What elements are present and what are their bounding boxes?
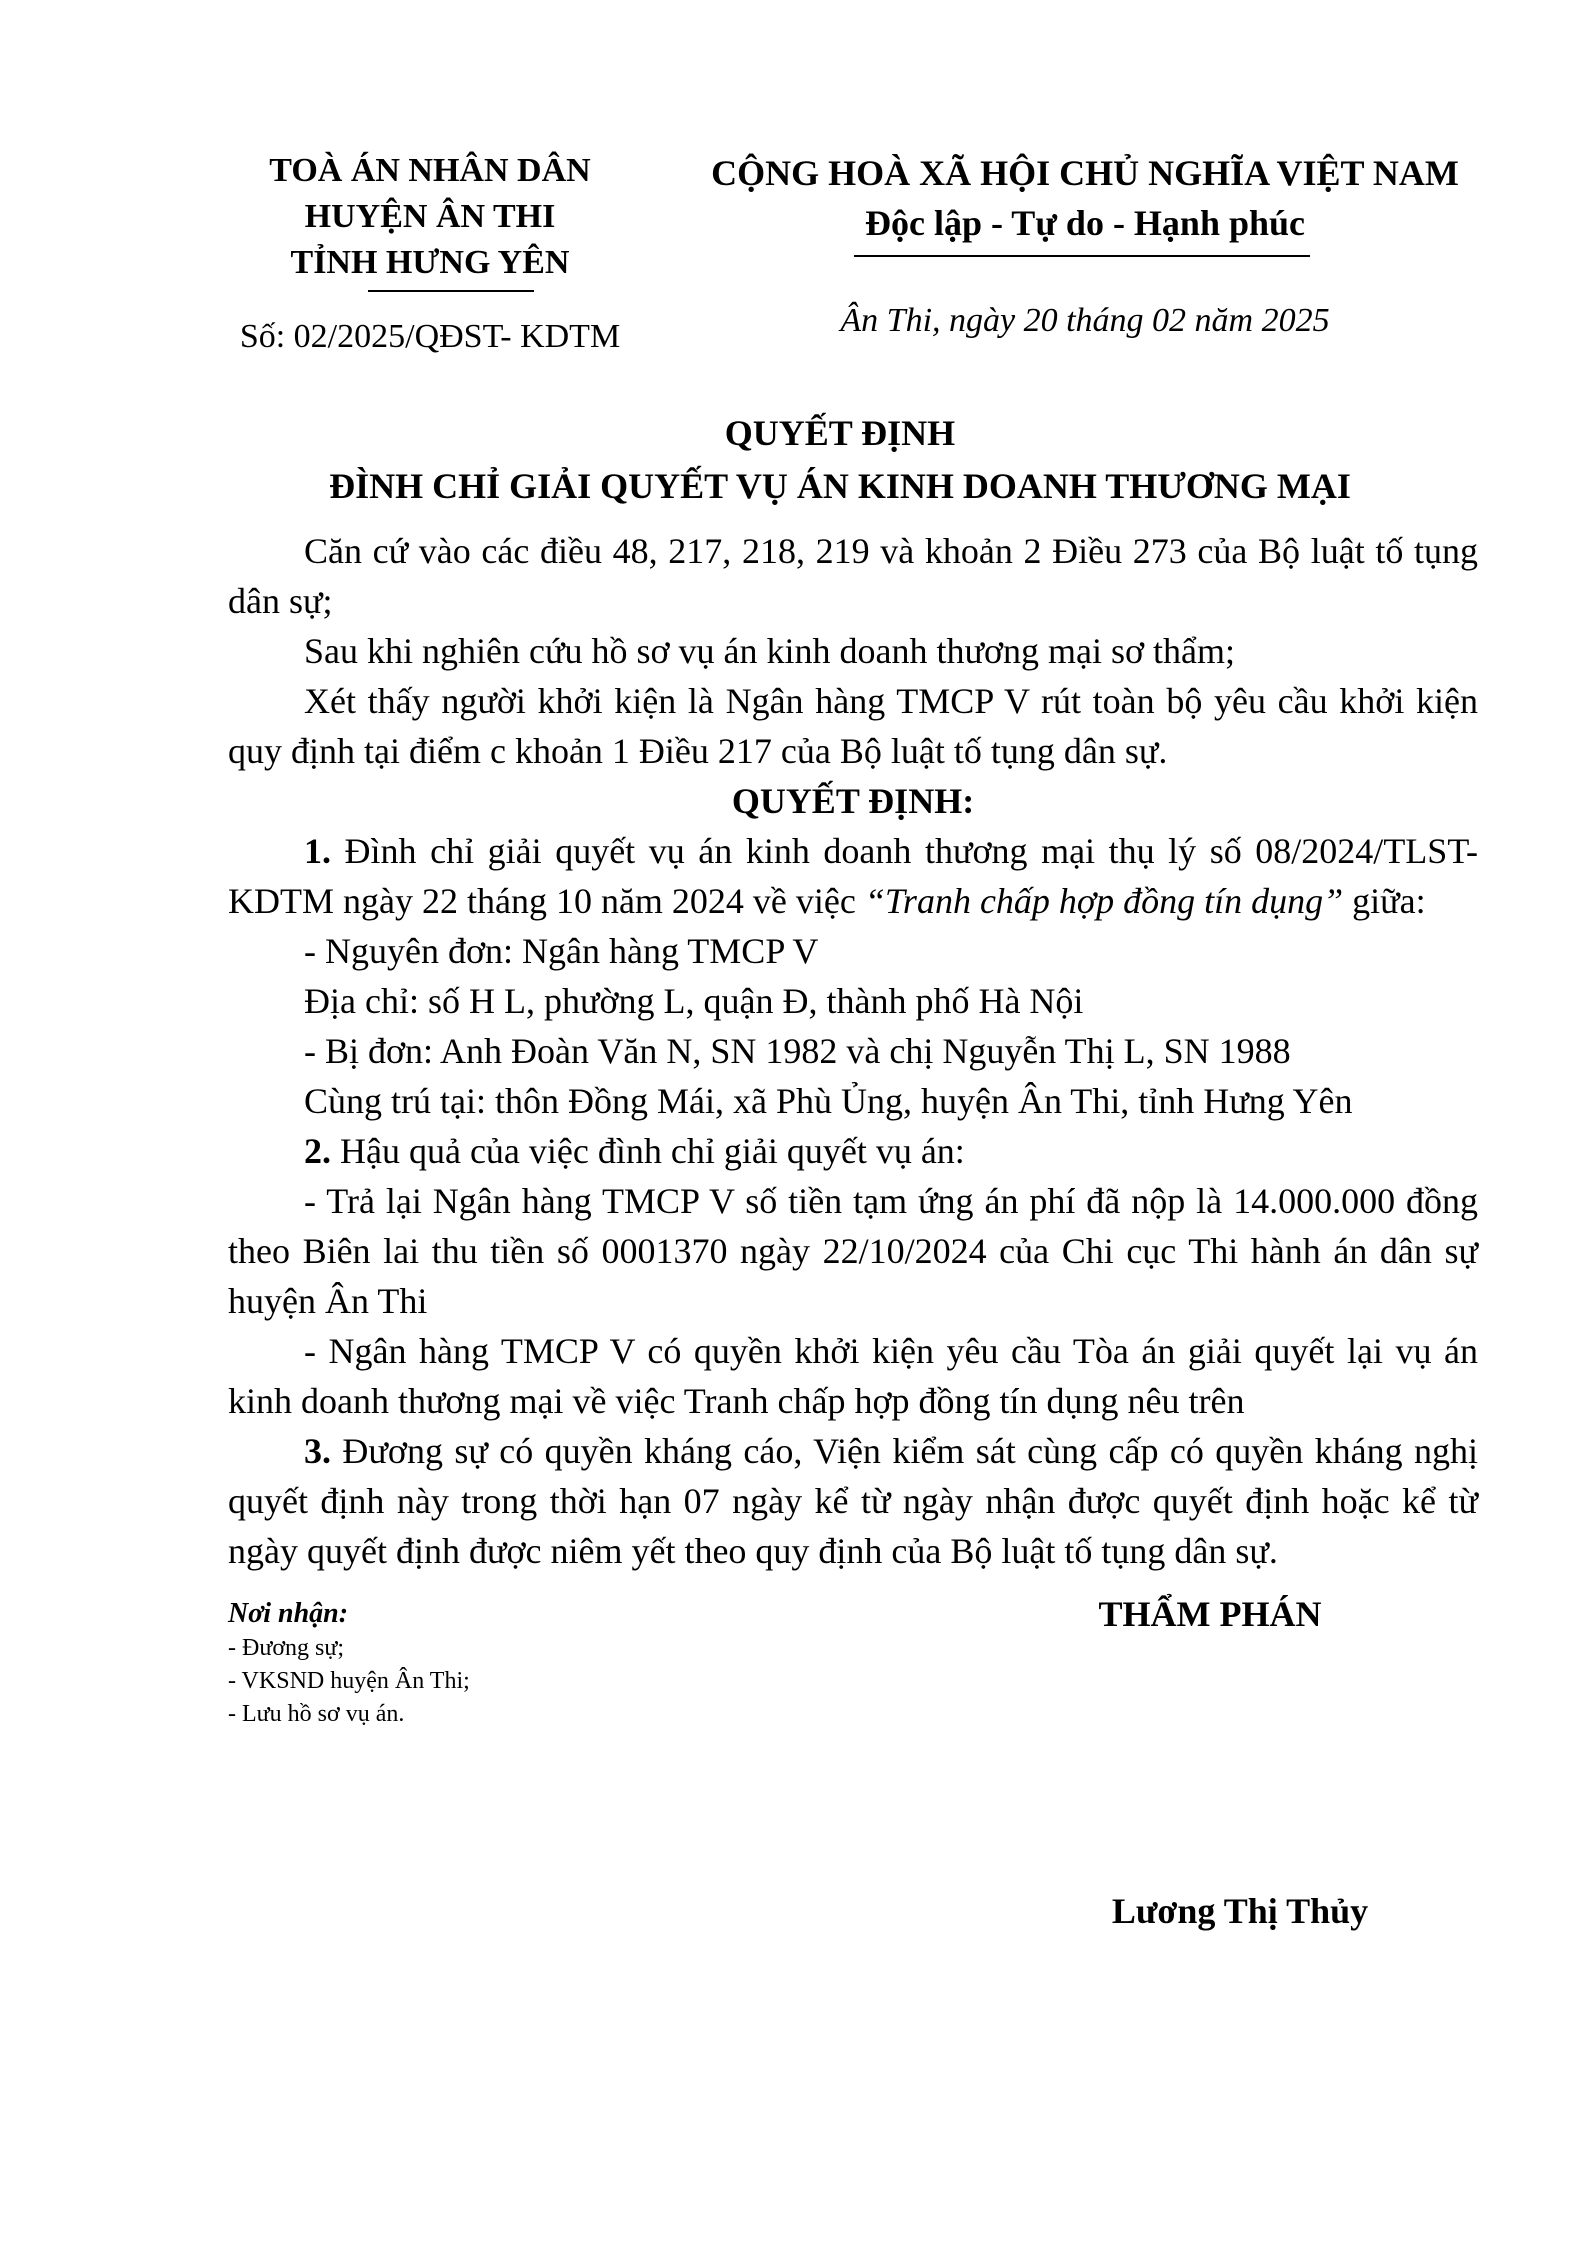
court-name-line1: TOÀ ÁN NHÂN DÂN [269, 152, 591, 189]
national-motto: Độc lập - Tự do - Hạnh phúc [864, 203, 1306, 243]
item-2-text: Hậu quả của việc đình chỉ giải quyết vụ án: [331, 1131, 965, 1171]
court-name-line2: HUYỆN ÂN THI [304, 198, 556, 235]
document-subtitle: ĐÌNH CHỈ GIẢI QUYẾT VỤ ÁN KINH DOANH THƯƠNG MẠI [329, 466, 1351, 506]
document-body [228, 526, 1478, 1576]
decision-item-1 [228, 826, 1478, 926]
case-subject: “Tranh chấp hợp đồng tín dụng” [864, 881, 1344, 921]
item-2-number: 2. [304, 1131, 331, 1171]
national-title: CỘNG HOÀ XÃ HỘI CHỦ NGHĨA VIỆT NAM [711, 153, 1459, 193]
court-header-underline [368, 290, 534, 292]
judge-name: Lương Thị Thủy [1111, 1891, 1369, 1931]
plaintiff-line: - Nguyên đơn: Ngân hàng TMCP V [304, 931, 819, 971]
decision-item-2 [228, 1126, 1478, 1176]
legal-basis-paragraph: Căn cứ vào các điều 48, 217, 218, 219 và khoản 2 Điều 273 của Bộ luật tố tụng dân sự; [228, 531, 1478, 621]
recipients-block [228, 1596, 788, 1731]
item-1-number: 1. [304, 831, 331, 871]
refund-paragraph: - Trả lại Ngân hàng TMCP V số tiền tạm ứng án phí đã nộp là 14.000.000 đồng theo Biên lai thu tiền số 0001370 ngày 22/10/2024 của Chi cục Thi hành án dân sự huyện Ân Thi [228, 1181, 1478, 1321]
item-3-number: 3. [304, 1431, 331, 1471]
recipient-item: - Lưu hồ sơ vụ án. [228, 1701, 405, 1727]
recipient-item: - VKSND huyện Ân Thi; [228, 1668, 470, 1694]
document-number: Số: 02/2025/QĐST- KDTM [239, 318, 621, 355]
decision-item-3 [228, 1426, 1478, 1576]
document-title: QUYẾT ĐỊNH [724, 413, 956, 453]
judge-title: THẨM PHÁN [1098, 1594, 1322, 1634]
review-paragraph: Sau khi nghiên cứu hồ sơ vụ án kinh doanh thương mại sơ thẩm; [304, 631, 1236, 671]
national-header-underline [854, 255, 1310, 257]
recipients-title: Nơi nhận: [228, 1598, 349, 1629]
right-to-sue-paragraph: - Ngân hàng TMCP V có quyền khởi kiện yêu cầu Tòa án giải quyết lại vụ án kinh doanh thương mại về việc Tranh chấp hợp đồng tín dụng nêu trên [228, 1331, 1478, 1421]
defendant-line: - Bị đơn: Anh Đoàn Văn N, SN 1982 và chị Nguyễn Thị L, SN 1988 [304, 1031, 1291, 1071]
national-header [690, 148, 1480, 248]
defendant-address: Cùng trú tại: thôn Đồng Mái, xã Phù Ủng, huyện Ân Thi, tỉnh Hưng Yên [304, 1081, 1353, 1121]
court-name-line3: TỈNH HƯNG YÊN [290, 244, 570, 281]
item-1-text-b: giữa: [1343, 881, 1426, 921]
court-header [220, 148, 640, 286]
recipient-item: - Đương sự; [228, 1635, 345, 1661]
consideration-paragraph: Xét thấy người khởi kiện là Ngân hàng TMCP V rút toàn bộ yêu cầu khởi kiện quy định tại điểm c khoản 1 Điều 217 của Bộ luật tố tụng dân sự. [228, 681, 1478, 771]
item-3-text: Đương sự có quyền kháng cáo, Viện kiểm sát cùng cấp có quyền kháng nghị quyết định này trong thời hạn 07 ngày kể từ ngày nhận được quyết định hoặc kể từ ngày quyết định được niêm yết theo quy định của Bộ luật tố tụng dân sự. [228, 1431, 1478, 1571]
decision-heading: QUYẾT ĐỊNH: [731, 781, 975, 821]
plaintiff-address: Địa chỉ: số H L, phường L, quận Đ, thành phố Hà Nội [304, 981, 1084, 1021]
issue-date: Ân Thi, ngày 20 tháng 02 năm 2025 [840, 302, 1330, 339]
item-1-text-a: Đình chỉ giải quyết vụ án kinh doanh thương mại thụ lý số 08/2024/TLST-KDTM ngày 22 tháng 10 năm 2024 về việc [228, 831, 1478, 921]
